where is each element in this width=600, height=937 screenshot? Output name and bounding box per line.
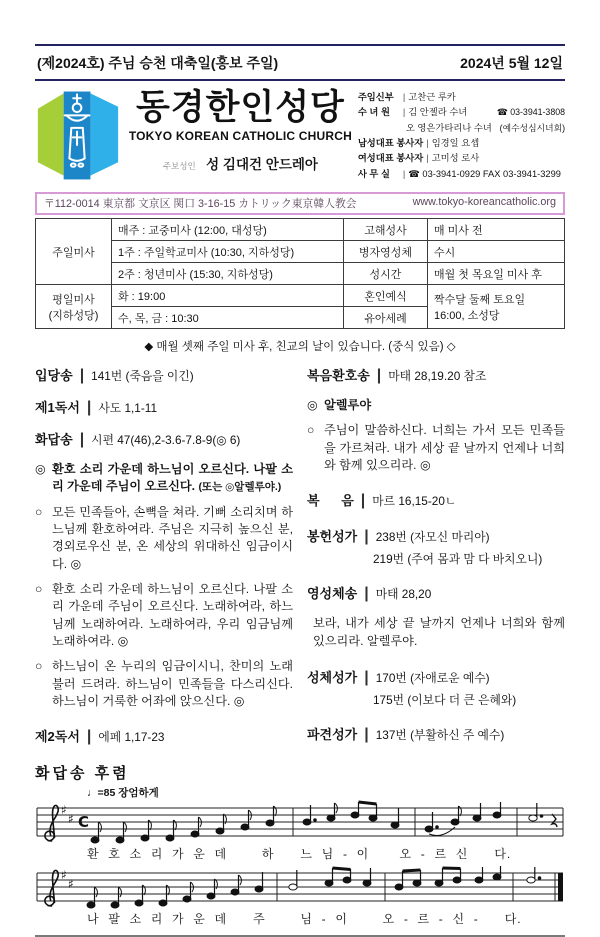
- lyrics-line-1: 환 호 소 리 가 운 데 하 느 님 - 이 오 - 르 신 다.: [87, 847, 512, 862]
- verse-marker: ○: [35, 504, 43, 519]
- cell-weekday-wtf: 수, 목, 금 : 10:30: [112, 307, 344, 329]
- item-label: 화답송: [35, 432, 73, 447]
- item-value: 마태 28,19.20 참조: [388, 369, 487, 383]
- pipe-separator: [364, 726, 368, 744]
- contact-row-pastor: [358, 90, 565, 105]
- psalm-verse-1: [35, 504, 293, 573]
- contact-value: 김 안젤라 수녀: [408, 107, 468, 118]
- cell-wedding-label: 혼인예식: [344, 285, 428, 307]
- liturgy-columns: [35, 365, 565, 758]
- church-title-block: [123, 88, 358, 187]
- cell-holyhour-label: 성시간: [344, 263, 428, 285]
- item-label: 파견성가: [307, 726, 358, 742]
- cell-holyhour: 매월 첫 목요일 미사 후: [428, 263, 565, 285]
- item-value: 238번 (자모신 마리아): [375, 530, 490, 545]
- weekday-label-line2: (지하성당): [48, 309, 99, 322]
- item-value: 에페 1,17-23: [98, 730, 165, 745]
- second-reading: [35, 726, 293, 746]
- first-reading: [35, 397, 293, 417]
- contact-value: 고찬근 루카: [408, 92, 456, 102]
- offertory-hymn: [307, 526, 565, 567]
- fellowship-notice: ◆ 매월 셋째 주일 미사 후, 친교의 날이 있습니다. (중식 있음) ◇: [144, 341, 456, 353]
- contact-value: 고미성 로사: [431, 153, 480, 164]
- item-value: 시편 47(46),2-3.6-7.8-9(◎ 6): [91, 433, 241, 447]
- pipe-separator: [403, 105, 405, 120]
- refrain-text: 환호 소리 가운데 하느님이 오르신다. 나팔 소리 가운데 주님이 오르신다.: [52, 462, 293, 494]
- psalm-refrain: [35, 461, 293, 496]
- contact-row-sister2: [358, 121, 565, 136]
- header-bar: [35, 44, 565, 81]
- church-logo: [35, 88, 123, 187]
- music-staff-2: [35, 865, 565, 909]
- svg-text:♯: ♯: [68, 812, 74, 827]
- communion-antiphon-text: 보라, 내가 세상 끝 날까지 언제나 너희와 함께 있으리라. 알렐루야.: [313, 616, 565, 648]
- item-label: 입당송: [35, 368, 73, 383]
- pipe-separator: [364, 585, 368, 603]
- communion-hymn: [307, 667, 565, 708]
- item-value: 마태 28,20: [375, 587, 432, 602]
- weekday-label-line1: 평일미사: [52, 293, 95, 306]
- gospel: [307, 490, 565, 510]
- pipe-separator: [364, 528, 368, 546]
- contact-row-convent: [358, 105, 565, 120]
- liturgy-right-column: [307, 365, 565, 758]
- verse-text: 주님이 말씀하신다. 너희는 가서 모든 민족들을 가르쳐라. 내가 세상 끝 날까지 언제나 너희와 함께 있으리라. ◎: [324, 423, 565, 472]
- item-label: 봉헌성가: [307, 529, 358, 545]
- patron-label: 주보성인: [162, 160, 196, 171]
- mass-schedule-table: [35, 218, 565, 329]
- gospel-acclamation: [307, 365, 565, 385]
- pipe-separator: [377, 367, 381, 385]
- address-bar: [35, 192, 565, 215]
- pipe-separator: [403, 167, 405, 182]
- item-label: 제1독서: [35, 400, 80, 415]
- verse-marker: ○: [35, 581, 43, 596]
- alleluia-text: 알렐루야: [324, 398, 372, 412]
- svg-text:♯: ♯: [61, 868, 67, 883]
- contact-label: 수 녀 원: [357, 107, 390, 118]
- pipe-separator: [80, 367, 84, 385]
- item-value-2: 175번 (이보다 더 큰 은혜와): [373, 692, 517, 707]
- cell-sick: 수시: [428, 241, 565, 263]
- item-value-2: 219번 (주여 몸과 맘 다 바치오니): [373, 552, 543, 567]
- pipe-separator: [364, 669, 368, 687]
- verse-marker: ○: [35, 659, 43, 674]
- contact-label: 여성대표 봉사자: [357, 153, 424, 164]
- pipe-separator: [426, 151, 428, 166]
- svg-text:♯: ♯: [68, 877, 74, 892]
- contact-value: 임경일 요셉: [431, 137, 480, 148]
- final-barline: [558, 873, 563, 901]
- item-value: 141번 (죽음을 이긴): [91, 369, 194, 383]
- postal-address: 〒112-0014 東京都 文京区 関口 3-16-15 カトリック東京韓人教会: [44, 198, 357, 210]
- communion-antiphon: [307, 583, 565, 603]
- website-url: www.tokyo-koreancatholic.org: [412, 196, 556, 208]
- contact-label: 남성대표 봉사자: [357, 137, 424, 148]
- cell-confession-label: 고해성사: [344, 219, 428, 241]
- cell-sunday-week: 매주 : 교중미사 (12:00, 대성당): [112, 219, 344, 241]
- pipe-separator: [361, 492, 365, 510]
- lyrics-line-2: 나 팔 소 리 가 운 데 주 님 - 이 오 - 르 - 신 - 다.: [87, 912, 522, 927]
- acclamation-verse: [307, 422, 565, 474]
- item-value: 170번 (자애로운 예수): [375, 670, 490, 685]
- verse-text: 환호 소리 가운데 하느님이 오르신다. 나팔 소리 가운데 주님이 오르신다. 노래하여라, 하느님께 노래하여라. 노래하여라, 우리 임금님께 노래하여라. ◎: [52, 581, 293, 648]
- pipe-separator: [87, 728, 91, 746]
- pipe-separator: [426, 136, 428, 151]
- issue-title: (제2024호) 주님 승천 대축일(홍보 주일): [37, 55, 279, 71]
- wedding-infant-line1: 짝수달 둘째 토요일: [434, 293, 526, 306]
- cell-weekday-mass-label: [36, 285, 112, 329]
- cell-confession: 매 미사 전: [428, 219, 565, 241]
- masthead: [35, 88, 565, 187]
- liturgy-left-column: [35, 365, 293, 758]
- verse-text: 모든 민족들아, 손뼉을 쳐라. 기뻐 소리치며 하느님께 환호하여라. 주님은 지극히 높으신 분, 경외로우신 분, 온 세상의 위대하신 임금이시다. ◎: [52, 504, 293, 571]
- church-name-en: TOKYO KOREAN CATHOLIC CHURCH: [128, 128, 352, 143]
- cell-sunday-2nd: 2주 : 청년미사 (15:30, 지하성당): [112, 263, 344, 285]
- item-value: 사도 1,1-11: [98, 401, 158, 415]
- alleluia-marker: ◎: [307, 398, 318, 412]
- alleluia-line: [307, 397, 565, 414]
- music-staff-1: [35, 800, 565, 844]
- contact-label: 사 무 실: [357, 168, 390, 179]
- cell-sunday-mass-label: 주일미사: [36, 219, 112, 285]
- church-name-ko: 동경한인성당: [135, 88, 345, 127]
- item-label: 제2독서: [35, 729, 80, 745]
- psalm-verse-3: [35, 658, 293, 710]
- contact-block: [358, 88, 565, 187]
- patron-name: 성 김대건 안드레아: [206, 156, 318, 172]
- svg-text:♯: ♯: [61, 803, 67, 818]
- refrain-alt: (또는 ◎알렐루야.): [198, 481, 282, 494]
- cell-sunday-1st: 1주 : 주일학교미사 (10:30, 지하성당): [112, 241, 344, 263]
- cell-wedding-infant-value: [428, 285, 565, 329]
- contact-row-female-rep: [358, 151, 565, 166]
- verse-text: 하느님이 온 누리의 임금이시니, 찬미의 노래 불러 드려라. 하느님이 민족들을 다스리신다. 하느님이 거룩한 어좌에 앉으신다. ◎: [52, 659, 293, 708]
- svg-text:C: C: [78, 813, 90, 832]
- cell-sick-label: 병자영성체: [344, 241, 428, 263]
- pipe-separator: [403, 90, 405, 105]
- item-label: 복음환호송: [307, 368, 370, 383]
- contact-row-male-rep: [358, 136, 565, 151]
- psalm-verse-2: [35, 581, 293, 650]
- cell-infant-label: 유아세례: [344, 307, 428, 329]
- refrain-music-title: 화답송 후렴: [35, 765, 130, 783]
- patron-line: [123, 153, 358, 174]
- verse-marker: ○: [307, 423, 315, 438]
- refrain-music-section: [35, 762, 565, 937]
- contact-note: (예수성심시녀회): [499, 122, 565, 133]
- cell-weekday-tue: 화 : 19:00: [112, 285, 344, 307]
- issue-date: 2024년 5월 12일: [460, 55, 563, 71]
- recessional-hymn: [307, 724, 565, 744]
- pipe-separator: [87, 399, 91, 417]
- contact-value: ☎ 03-3941-0929 FAX 03-3941-3299: [408, 168, 561, 179]
- entrance-hymn: [35, 365, 293, 385]
- contact-phone: ☎ 03-3941-3808: [496, 107, 565, 118]
- contact-label: 주임신부: [357, 92, 394, 102]
- tempo-marking: ♩=85 장엄하게: [87, 787, 159, 800]
- item-label: 복 음: [307, 493, 354, 509]
- item-value: 137번 (부활하신 주 예수): [375, 727, 505, 742]
- item-label: 성체성가: [307, 669, 358, 685]
- contact-value: 오 영은가타리나 수녀: [405, 122, 492, 133]
- item-label: 영성체송: [307, 586, 358, 602]
- responsorial-psalm: [35, 429, 293, 449]
- pipe-separator: [80, 431, 84, 449]
- contact-row-office: [358, 167, 565, 182]
- wedding-infant-line2: 16:00, 소성당: [434, 309, 500, 322]
- refrain-marker: ◎: [35, 462, 46, 476]
- church-logo-icon: [35, 88, 121, 182]
- item-value: 마르 16,15-20ㄴ: [372, 494, 457, 509]
